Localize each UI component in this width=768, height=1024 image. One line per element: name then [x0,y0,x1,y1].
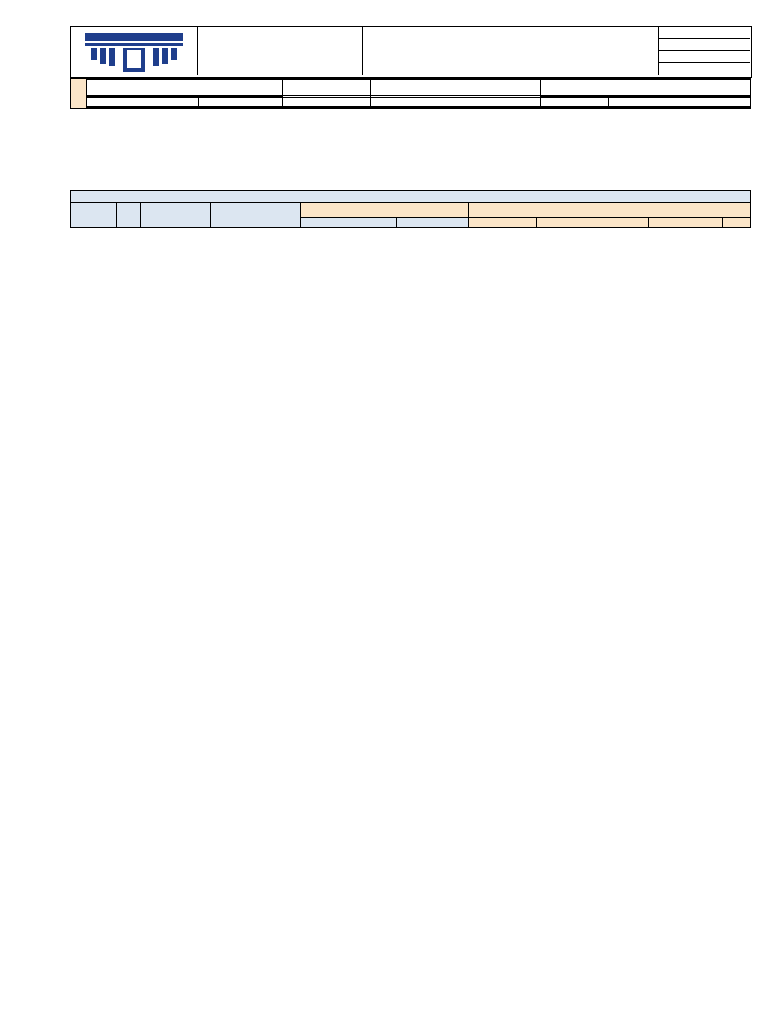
ampliacion-label [87,98,199,107]
document-title [364,27,659,75]
contenidos-header [211,203,301,228]
inicio-label [541,107,609,108]
online-label [467,107,541,108]
ampliacion-field[interactable] [199,98,283,107]
tecnicas-header [469,218,537,228]
asignatura-field[interactable] [541,80,751,96]
specific-title [71,191,751,203]
recursos-header [397,218,469,228]
nombres-field[interactable] [371,80,541,96]
general-aspects-table [70,78,751,109]
institute-name [198,27,363,75]
institute-logo [71,27,198,75]
formativa-header [301,203,469,218]
specific-aspects-table [70,190,751,228]
instrumentos-header [649,218,723,228]
escuela-extra[interactable] [87,107,283,108]
ci-field[interactable] [371,98,541,107]
teoricas-label [541,98,609,107]
ci-label [283,98,371,107]
metodos-header [301,218,397,228]
culminacion-label [609,107,751,108]
semanas-header [71,203,117,228]
unidad-header [117,203,141,228]
semipresencial-label [371,107,467,108]
dependencia-field[interactable] [87,80,283,96]
document-header [70,26,752,78]
presencial-label [283,107,371,108]
actividades-header [537,218,649,228]
objetivos-header [141,203,211,228]
evaluacion-header [469,203,751,218]
nombres-label [283,80,371,96]
pct-header [723,218,751,228]
document-meta [659,27,750,75]
